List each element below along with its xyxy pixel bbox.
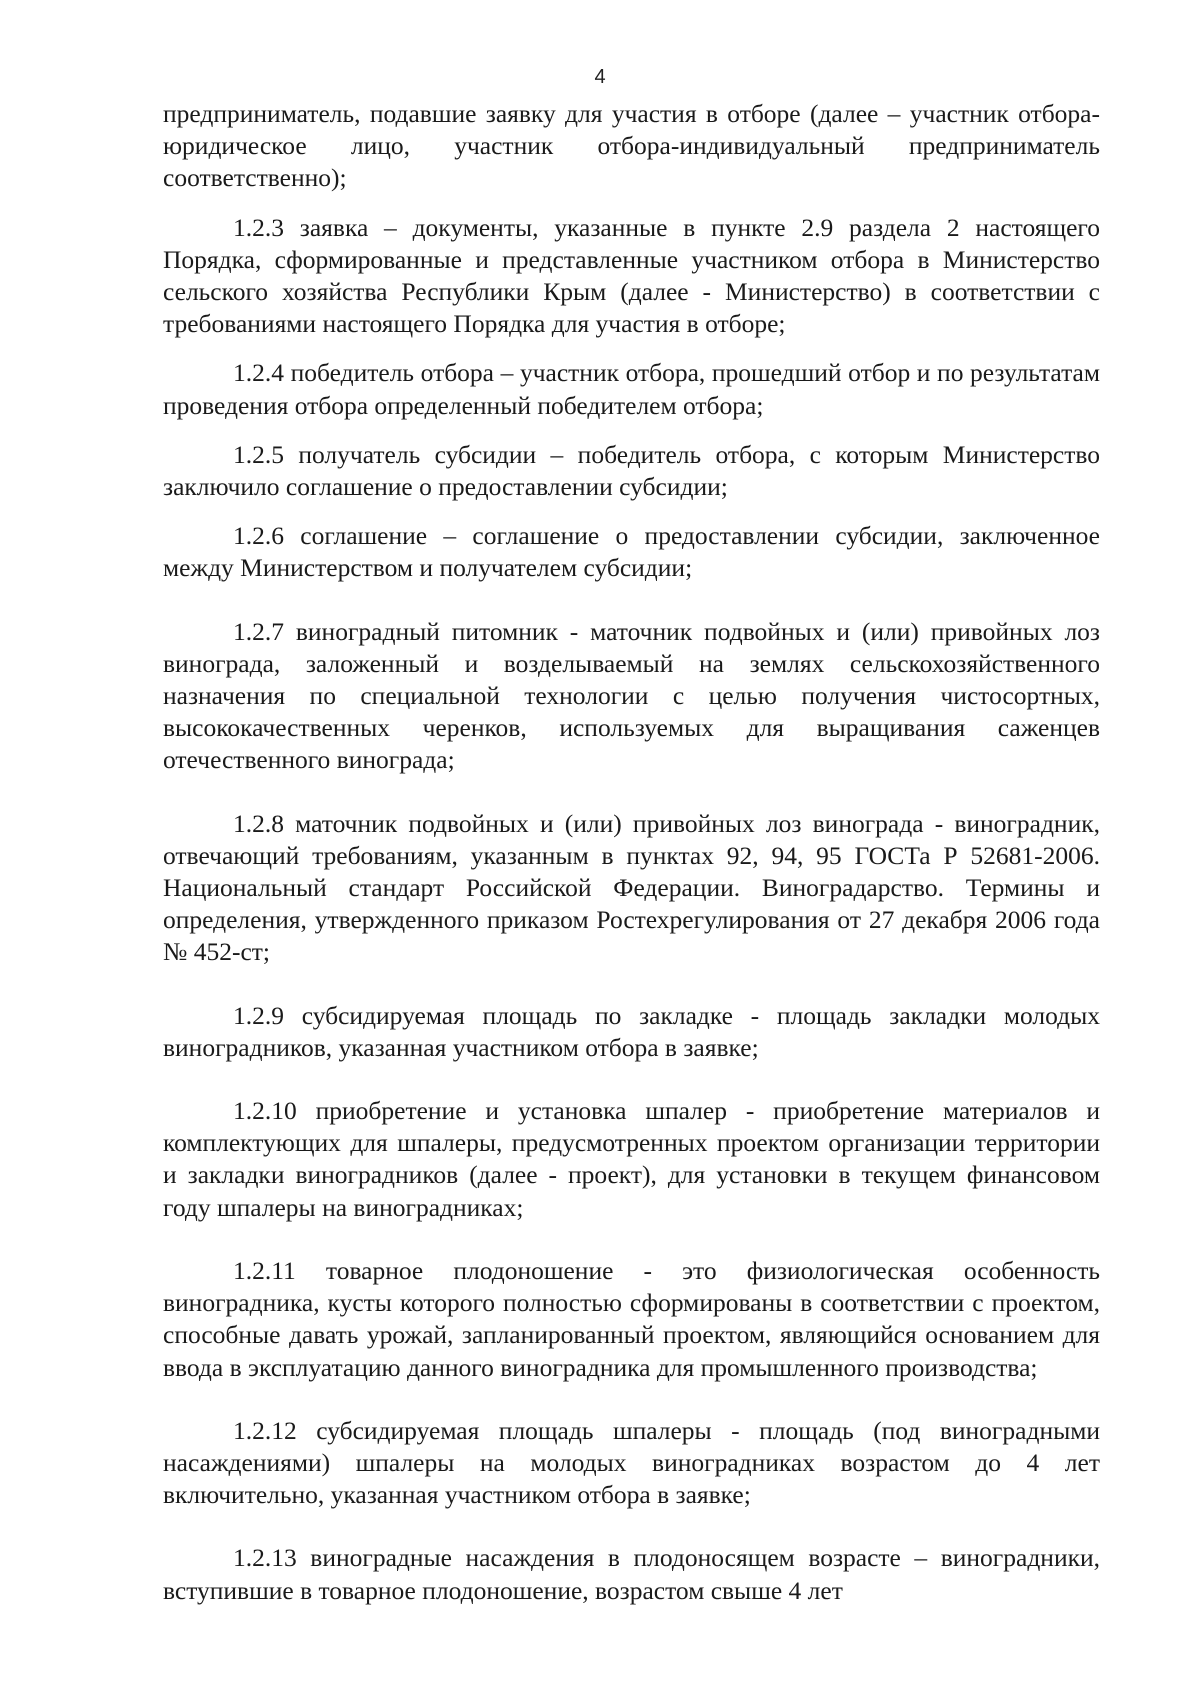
paragraph-1-2-10: 1.2.10 приобретение и установка шпалер - приобретение материалов и комплектующих для шпалеры, предусмотренных проектом организации территории и закладки виноградников (далее - проект), для установки в текущем финансовом году шпалеры на виноградниках; — [163, 1096, 1100, 1222]
paragraph-1-2-8: 1.2.8 маточник подвойных и (или) привойных лоз винограда - виноградник, отвечающий требованиям, указанным в пунктах 92, 94, 95 ГОСТа Р 52681-2006. Национальный стандарт Российской Федерации. Виноградарство. Термины и определения, утвержденного приказом Ростехрегулирования от 27 декабря 2006 года № 452-ст; — [163, 808, 1100, 967]
page-number: 4 — [594, 66, 606, 88]
paragraph-1-2-4: 1.2.4 победитель отбора – участник отбора, прошедший отбор и по результатам проведения отбора определенный победителем отбора; — [163, 358, 1100, 420]
paragraph-1-2-12: 1.2.12 субсидируемая площадь шпалеры - площадь (под виноградными насаждениями) шпалеры на молодых виноградниках возрастом до 4 лет включительно, указанная участником отбора в заявке; — [163, 1415, 1100, 1510]
paragraph-1-2-7: 1.2.7 виноградный питомник - маточник подвойных и (или) привойных лоз винограда, заложенный и возделываемый на землях сельскохозяйственного назначения по специальной технологии с целью получения чистосортных, высококачественных черенков, используемых для выращивания саженцев отечественного винограда; — [163, 616, 1100, 775]
paragraph-1-2-3: 1.2.3 заявка – документы, указанные в пункте 2.9 раздела 2 настоящего Порядка, сформированные и представленные участником отбора в Министерство сельского хозяйства Республики Крым (далее - Министерство) в соответствии с требованиями настоящего Порядка для участия в отборе; — [163, 212, 1100, 339]
document-body — [163, 98, 1100, 1607]
paragraph-1-2-13: 1.2.13 виноградные насаждения в плодоносящем возрасте – виноградники, вступившие в товарное плодоношение, возрастом свыше 4 лет — [163, 1543, 1100, 1605]
paragraph-1-2-5: 1.2.5 получатель субсидии – победитель отбора, с которым Министерство заключило соглашение о предоставлении субсидии; — [163, 439, 1100, 502]
paragraph-1-2-11: 1.2.11 товарное плодоношение - это физиологическая особенность виноградника, кусты которого полностью сформированы в соответствии с проектом, способные давать урожай, запланированный проектом, являющийся основанием для ввода в эксплуатацию данного виноградника для промышленного производства; — [163, 1255, 1100, 1382]
paragraph-continuation: предприниматель, подавшие заявку для участия в отборе (далее – участник отбора-юридическое лицо, участник отбора-индивидуальный предприниматель соответственно); — [163, 99, 1100, 193]
paragraph-1-2-9: 1.2.9 субсидируемая площадь по закладке - площадь закладки молодых виноградников, указанная участником отбора в заявке; — [163, 1000, 1100, 1062]
paragraph-1-2-6: 1.2.6 соглашение – соглашение о предоставлении субсидии, заключенное между Министерством и получателем субсидии; — [163, 521, 1100, 583]
